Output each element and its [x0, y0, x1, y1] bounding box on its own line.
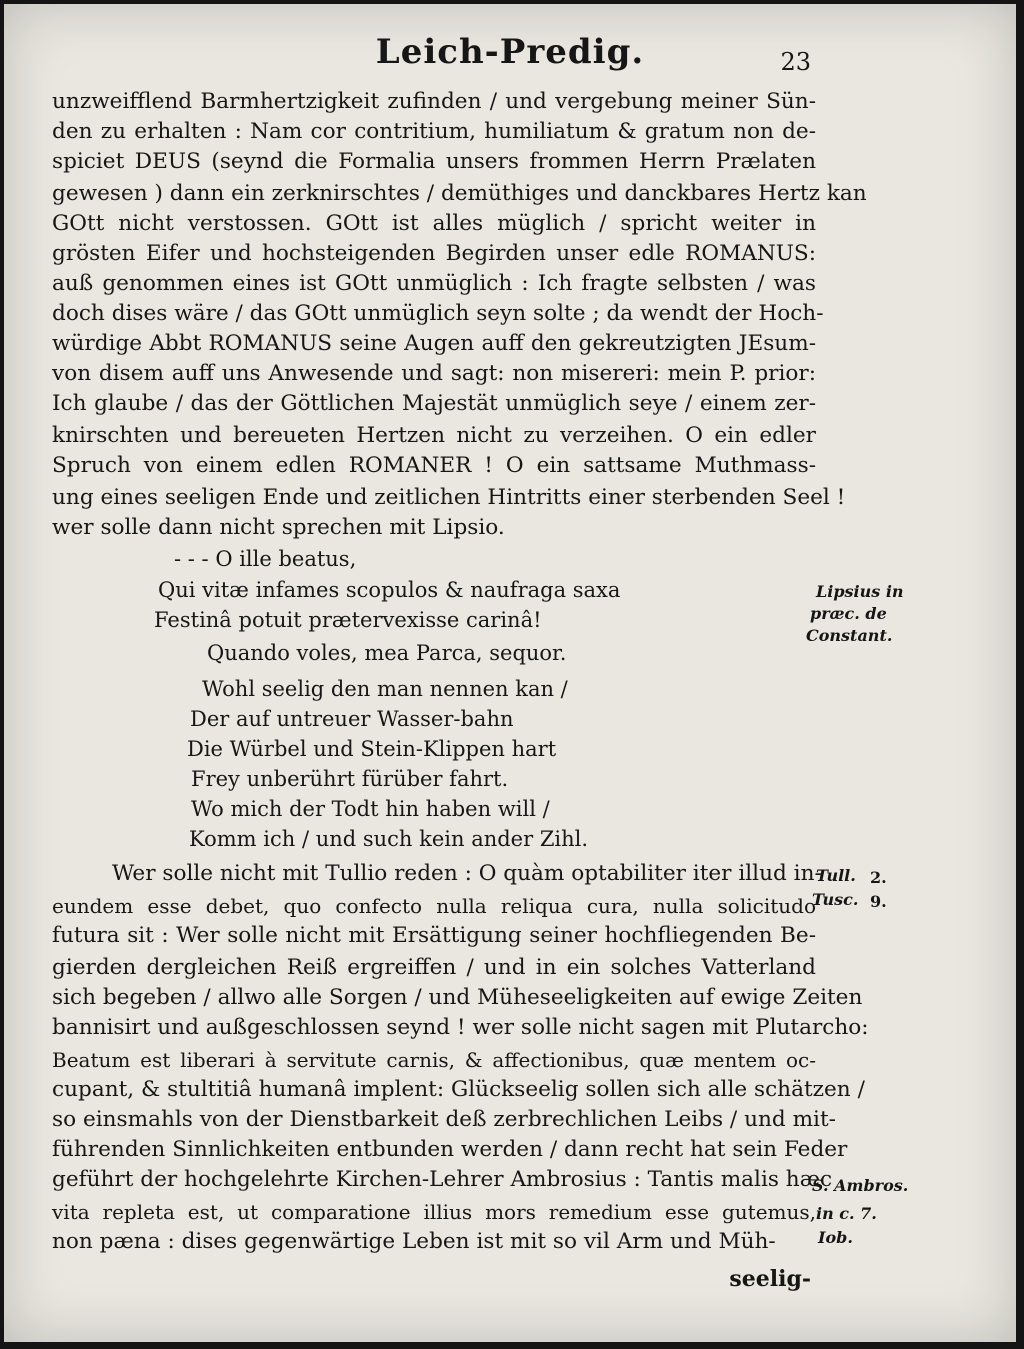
text-line: Ich glaube / das der Göttlichen Majestät unmüglich seye / einem zer-	[52, 391, 816, 416]
text-line: führenden Sinnlichkeiten entbunden werden / dann recht hat sein Feder	[52, 1137, 848, 1162]
text-line: den zu erhalten : Nam cor contritium, humiliatum & gratum non de-	[52, 119, 816, 144]
margin-note-line: præc. de	[810, 604, 887, 623]
text-line: so einsmahls von der Dienstbarkeit deß zerbrechlichen Leibs / und mit-	[52, 1107, 836, 1132]
text-line: cupant, & stultitiâ humanâ implent: Glückseelig sollen sich alle schätzen /	[52, 1077, 865, 1102]
catchword: seelig-	[729, 1266, 811, 1292]
text-line: bannisirt und außgeschlossen seynd ! wer solle nicht sagen mit Plutarcho:	[52, 1015, 869, 1040]
text-line: auß genommen eines ist GOtt unmüglich : Ich fragte selbsten / was	[52, 271, 816, 296]
text-line: gierden dergleichen Reiß ergreiffen / und in ein solches Vatterland	[52, 955, 816, 980]
verse-line: Komm ich / und such kein ander Zihl.	[189, 827, 589, 851]
margin-note-line: Constant.	[806, 626, 893, 645]
text-line: eundem esse debet, quo confecto nulla reliqua cura, nulla solicitudo	[52, 894, 816, 918]
verse-line: - - - O ille beatus,	[174, 547, 357, 571]
verse-line: Festinâ potuit prætervexisse carinâ!	[154, 608, 542, 632]
text-line: grösten Eifer und hochsteigenden Begirden unser edle ROMANUS:	[52, 241, 816, 266]
verse-line: Frey unberührt fürüber fahrt.	[191, 767, 509, 791]
text-line: unzweifflend Barmhertzigkeit zufinden / und vergebung meiner Sün-	[52, 89, 816, 114]
page-number: 23	[780, 48, 811, 76]
text-line: würdige Abbt ROMANUS seine Augen auff den gekreutzigten JEsum-	[52, 331, 816, 356]
margin-note-line: Lipsius in	[816, 582, 904, 601]
verse-line: Wohl seelig den man nennen kan /	[202, 677, 568, 701]
text-line: doch dises wäre / das GOtt unmüglich seyn solte ; da wendt der Hoch-	[52, 301, 824, 326]
margin-note-number: 2.	[870, 868, 887, 887]
verse-line: Qui vitæ infames scopulos & naufraga saxa	[158, 578, 621, 602]
text-line: sich begeben / allwo alle Sorgen / und Müheseeligkeiten auf ewige Zeiten	[52, 985, 863, 1010]
text-line: geführt der hochgelehrte Kirchen-Lehrer Ambrosius : Tantis malis hæc	[52, 1167, 833, 1192]
book-page	[4, 4, 1016, 1342]
text-line: von disem auff uns Anwesende und sagt: non misereri: mein P. prior:	[52, 361, 816, 386]
verse-line: Die Würbel und Stein-Klippen hart	[187, 737, 557, 761]
text-line: GOtt nicht verstossen. GOtt ist alles müglich / spricht weiter in	[52, 211, 816, 236]
margin-note-number: 9.	[870, 892, 887, 911]
text-line: spiciet DEUS (seynd die Formalia unsers frommen Herrn Prælaten	[52, 149, 816, 174]
running-title: Leich-Predig.	[375, 32, 645, 72]
margin-note-line: Tusc.	[812, 890, 859, 909]
text-line: Spruch von einem edlen ROMANER ! O ein sattsame Muthmass-	[52, 453, 816, 478]
margin-note-line: in c. 7.	[816, 1204, 877, 1223]
text-line: non pæna : dises gegenwärtige Leben ist mit so vil Arm und Müh-	[52, 1229, 776, 1254]
text-line: ung eines seeligen Ende und zeitlichen Hintritts einer sterbenden Seel !	[52, 485, 846, 510]
verse-line: Wo mich der Todt hin haben will /	[191, 797, 550, 821]
text-line: vita repleta est, ut comparatione illius mors remedium esse gutemus,	[52, 1200, 816, 1224]
text-line: Wer solle nicht mit Tullio reden : O quàm optabiliter iter illud in-	[112, 861, 822, 886]
verse-line: Der auf untreuer Wasser-bahn	[190, 707, 514, 731]
text-line: gewesen ) dann ein zerknirschtes / demüthiges und danckbares Hertz kan	[52, 181, 867, 206]
text-line: Beatum est liberari à servitute carnis, & affectionibus, quæ mentem oc-	[52, 1048, 816, 1072]
text-line: knirschten und bereueten Hertzen nicht zu verzeihen. O ein edler	[52, 423, 816, 448]
margin-note-line: Iob.	[818, 1228, 853, 1247]
verse-line: Quando voles, mea Parca, sequor.	[207, 641, 567, 665]
text-line: wer solle dann nicht sprechen mit Lipsio.	[52, 515, 505, 540]
margin-note-line: S. Ambros.	[812, 1176, 909, 1195]
margin-note-line: Tull.	[816, 866, 856, 885]
text-line: futura sit : Wer solle nicht mit Ersättigung seiner hochfliegenden Be-	[52, 923, 816, 948]
